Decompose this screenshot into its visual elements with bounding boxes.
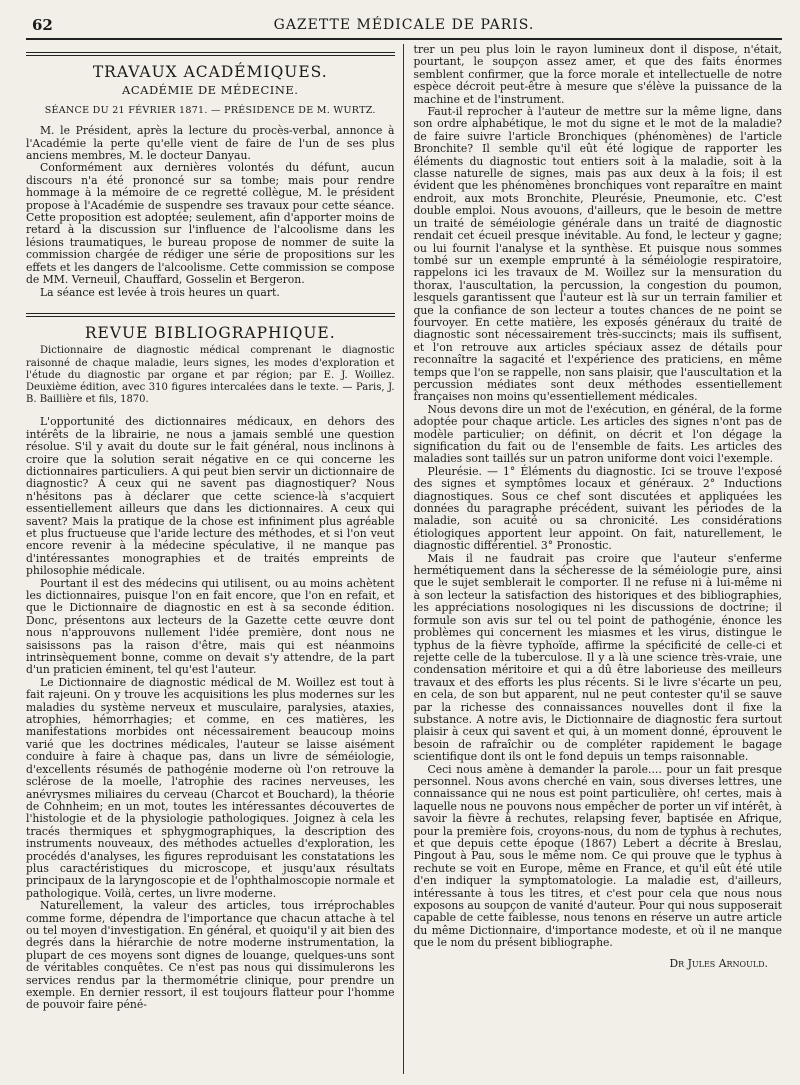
paragraph: Le Dictionnaire de diagnostic médical de M. Woillez est tout à fait rajeuni. On y trouve les acquisitions les plus modernes sur les maladies du système nerveux et musculaire, paralysies, ataxies, atrophies, hémorrhagies; et comme, en ces matières, les manifestations morbides ont nécessairement beaucoup moins varié que les doctrines médicales, l'auteur se laisse aisément conduire à faire à chaque pas, dans un livre de séméiologie, d'excellents résumés de pathogénie moderne où l'on retrouve la sclérose de la moelle, l'atrophie des racines nerveuses, les anévrysmes miliaires du cerveau (Charcot et Bouchard), la théorie de Cohnheim; en un mot, toutes les intéressantes découvertes de l'histologie et de la physiologie pathologiques. Joignez à cela les tracés thermiques et sphygmographiques, la description des instruments nouveaux, des méthodes actuelles d'exploration, les procédés d'analyses, les figures reproduisant les constatations les plus caractéristiques du microscope, et jusqu'aux résultats principaux de la laryngoscopie et de l'ophthalmoscopie normale et pathologique. Voilà, certes, un livre moderne. [26, 675, 395, 900]
paragraph: Pourtant il est des médecins qui utilisent, ou au moins achètent les dictionnaires, puisque l'on en fait encore, que l'on en refait, et que le Dictionnaire de diagnostic en est à sa seconde édition. Donc, présentons aux lecteurs de la Gazette cette œuvre dont nous n'approuvons nullement l'idée première, dont nous ne saisissons pas la raison d'être, mais qui est néanmoins intrinsèquement bonne, comme on devait s'y attendre, de la part d'un praticien éminent, tel qu'est l'auteur. [26, 576, 395, 677]
paragraph: M. le Président, après la lecture du procès-verbal, annonce à l'Académie la perte qu'elle vient de faire de l'un de ses plus anciens membres, M. le docteur Danyau. [26, 124, 395, 163]
paragraph: trer un peu plus loin le rayon lumineux dont il dispose, n'était, pourtant, le soupçon assez amer, et que des faits énormes semblent confirmer, que la force morale et intellectuelle de notre espèce décroit peut-être à mesure que s'élève la puissance de la machine et de l'instrument. [413, 44, 782, 106]
section-title-revue: REVUE BIBLIOGRAPHIQUE. [84, 323, 336, 342]
section-subtitle-academie: ACADÉMIE DE MÉDECINE. [122, 83, 299, 98]
paragraph: Faut-il reprocher à l'auteur de mettre sur la même ligne, dans son ordre alphabétique, le mot du signe et le mot de la maladie? de faire suivre l'article Bronchiques (phénomènes) de l'article Bronchite? Il semble qu'il eût été logique de rapporter les éléments du diagnostic tout entiers soit à la maladie, soit à la classe naturelle de signes, mais pas aux deux à la fois; il est évident que les phénomènes bronchiques vont reparaître en maint endroit, aux mots Bronchite, Pleurésie, Pneumonie, etc. C'est double emploi. Nous avouons, d'ailleurs, que le besoin de mettre un traité de séméiologie générale dans un traité de diagnostic rendait cet écueil presque inévitable. Au fond, le lecteur y gagne; ou lui fournit l'analyse et la synthèse. Et puisque nous sommes tombé sur un exemple emprunté à la séméiologie respiratoire, rappelons ici les travaux de M. Woillez sur la mensuration du thorax, l'auscultation, la percussion, la congestion du poumon, lesquels garantissent que l'auteur est là sur un terrain familier et que la confiance de son lecteur a toutes chances de ne point se fourvoyer. En cette matière, les exposés généraux du traité de diagnostic sont nécessairement très-succincts; mais ils suffisent, et l'on retrouve aux articles spéciaux assez de détails pour reconnaître la sagacité et l'expérience des praticiens, en même temps que l'on se rappelle, non sans plaisir, que l'auscultation et la percussion médiates sont deux méthodes essentiellement françaises non moins qu'essentiellement médicales. [413, 105, 782, 404]
section-title-travaux: TRAVAUX ACADÉMIQUES. [92, 63, 328, 81]
paragraph: La séance est levée à trois heures un quart. [40, 285, 280, 299]
section-rule [26, 52, 395, 56]
paragraph: L'opportunité des dictionnaires médicaux, en dehors des intérêts de la librairie, ne nous a jamais semblé une question résolue. S'il y avait du doute sur le fait général, nous inclinons à croire que la solution serait négative en ce qui concerne les dictionnaires particuliers. A qui peut bien servir un dictionnaire de diagnostic? A ceux qui ne savent pas diagnostiquer? Nous n'hésitons pas à déclarer que cette science-là s'acquiert essentiellement ailleurs que dans les dictionnaires. A ceux qui savent? Mais la pratique de la chose est infiniment plus agréable et plus fructueuse que l'aride lecture des méthodes, et si l'on veut encore revenir à la médecine spéculative, il ne manque pas d'intéressantes monographies et de traités empreints de philosophie médicale. [26, 415, 395, 578]
bibliographic-entry: Dictionnaire de diagnostic médical comprenant le diagnostic raisonné de chaque maladie, leurs signes, les modes d'exploration et l'étude du diagnostic par organe et par région; par E. J. Woillez. Deuxième édition, avec 310 figures intercalées dans le texte. — Paris, J. B. Baillière et fils, 1870. [26, 345, 395, 406]
author-signature: Dr Jules Arnould. [669, 956, 768, 970]
paragraph: Conformément aux dernières volontés du défunt, aucun discours n'a été prononcé sur sa tombe; mais pour rendre hommage à la mémoire de ce regretté collègue, M. le président propose à l'Académie de suspendre ses travaux pour cette séance. Cette proposition est adoptée; seulement, afin d'apporter moins de retard à la discussion sur l'influence de l'alcoolisme dans les lésions traumatiques, le bureau propose de nommer de suite la commission chargée de rédiger une série de propositions sur les effets et les dangers de l'alcoolisme. Cette commission se compose de MM. Verneuil, Chauffard, Gosselin et Bergeron. [26, 161, 395, 287]
paragraph: Naturellement, la valeur des articles, tous irréprochables comme forme, dépendra de l'importance que chacun attache à tel ou tel moyen d'investigation. En général, et quoiqu'il y ait bien des degrés dans la hiérarchie de notre moderne instrumentation, la plupart de ces moyens sont dignes de louange, quelques-uns sont de véritables conquêtes. Ce n'est pas nous qui dissimulerons les services rendus par la thermométrie clinique, pour prendre un exemple. En dernier ressort, il est toujours flatteur pour l'homme de pouvoir faire péné- [26, 899, 395, 1012]
left-column [26, 44, 403, 1080]
paragraph: Mais il ne faudrait pas croire que l'auteur s'enferme hermétiquement dans la sécheresse de la séméiologie pure, ainsi que le sujet semblerait le comporter. Il ne refuse ni à lui-même ni à son lecteur la satisfaction des historiques et des bibliographies, les appréciations nosologiques ni les discussions de doctrine; il formule son avis sur tel ou tel point de pathogénie, énonce les problèmes qui concernent les miasmes et les virus, distingue le typhus de la fièvre typhoïde, affirme la spécificité de celle-ci et rejette celle de la tuberculose. Il y a là une science très-vraie, une condensation méritoire et qui a dû être laborieuse des meilleurs travaux et des efforts les plus récents. Si le livre s'écarte un peu, en cela, de son but apparent, nul ne peut contester qu'il se sauve par la richesse des connaissances nouvelles dont il fixe la substance. A notre avis, le Dictionnaire de diagnostic fera surtout plaisir à ceux qui savent et qui, à un moment donné, éprouvent le besoin de rafraîchir ou de compléter rapidement le bagage scientifique dont ils ont le fond depuis un temps raisonnable. [413, 551, 782, 764]
journal-title: GAZETTE MÉDICALE DE PARIS. [273, 17, 535, 33]
paragraph: Ceci nous amène à demander la parole.... pour un fait presque personnel. Nous avons cherché en vain, sous diverses lettres, une connaissance qui ne nous est point particulière, oh! certes, mais à laquelle nous ne pouvons nous empêcher de porter un vif intérêt, à savoir la fièvre à rechutes, relapsing fever, baptisée en Afrique, pour la première fois, croyons-nous, du nom de typhus à rechutes, et que depuis cette époque (1867) Lebert a décrite à Breslau, Pingout à Pau, sous le même nom. Ce qui prouve que le typhus à rechute se voit en Europe, même en France, et qu'il eût été utile d'en indiquer la symptomatologie. La maladie est, d'ailleurs, intéressante à tous les titres, et c'est pour cela que nous nous exposons au soupçon de vanité d'auteur. Pour qui nous supposerait capable de cette faiblesse, nous tenons en réserve un autre article du même Dictionnaire, d'importance modeste, et où il ne manque que le nom du présent bibliographe. [413, 762, 782, 950]
section-rule [26, 313, 395, 317]
two-column-body [26, 44, 782, 1080]
seance-heading: SÉANCE DU 21 FÉVRIER 1871. — PRÉSIDENCE DE M. WURTZ. [44, 104, 376, 116]
page-number: 62 [32, 16, 53, 34]
right-column [403, 44, 782, 1080]
page-header [26, 14, 782, 40]
paragraph: Pleurésie. — 1° Éléments du diagnostic. Ici se trouve l'exposé des signes et symptômes locaux et généraux. 2° Inductions diagnostiques. Sous ce chef sont discutées et appliquées les données du paragraphe précédent, suivant les périodes de la maladie, son acuité ou sa chronicité. Les considérations étiologiques apportent leur appoint. On fait, naturellement, le diagnostic différentiel. 3° Pronostic. [413, 464, 782, 553]
paragraph: Nous devons dire un mot de l'exécution, en général, de la forme adoptée pour chaque article. Les articles des signes n'ont pas de modèle particulier; on définit, on décrit et l'on dégage la signification du fait ou de l'ensemble de faits. Les articles des maladies sont taillés sur un patron uniforme dont voici l'exemple. [413, 402, 782, 466]
